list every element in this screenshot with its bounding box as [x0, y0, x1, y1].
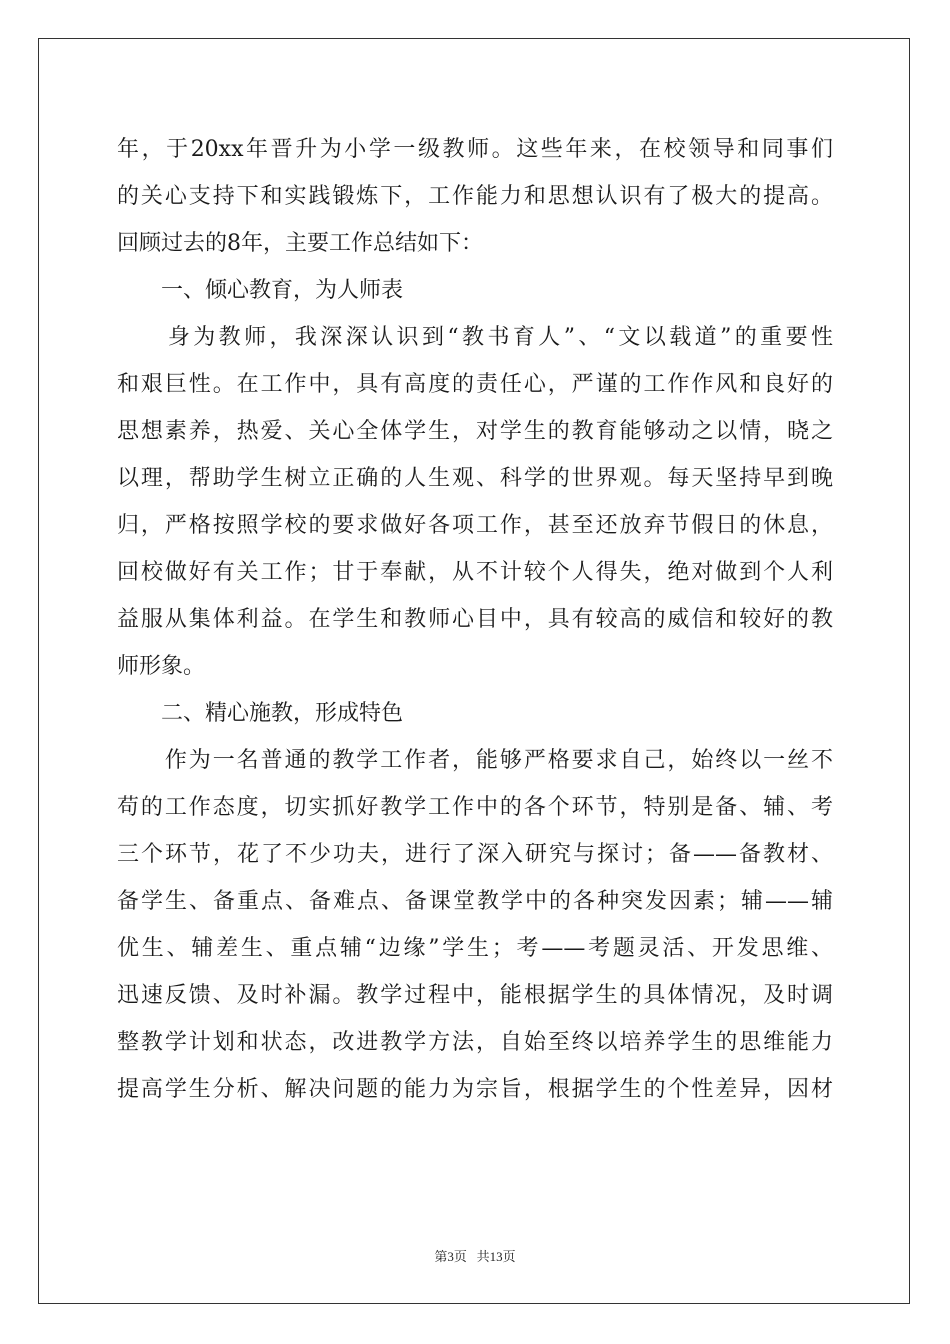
text-line: 归，严格按照学校的要求做好各项工作，甚至还放弃节假日的休息， [117, 513, 833, 538]
text-line: 年，于20xx年晋升为小学一级教师。这些年来，在校领导和同事们 [117, 137, 833, 162]
text-line: 迅速反馈、及时补漏。教学过程中，能根据学生的具体情况，及时调 [117, 983, 833, 1008]
text-line: 和艰巨性。在工作中，具有高度的责任心，严谨的工作作风和良好的 [117, 372, 833, 397]
text-line: 三个环节，花了不少功夫，进行了深入研究与探讨；备——备教材、 [117, 842, 833, 867]
text-line: 以理，帮助学生树立正确的人生观、科学的世界观。每天坚持早到晚 [117, 466, 833, 491]
text-line: 身为教师，我深深认识到“教书育人”、“文以载道”的重要性 [117, 325, 833, 350]
text-line: 二、精心施教，形成特色 [117, 701, 404, 726]
text-line: 的关心支持下和实践锻炼下，工作能力和思想认识有了极大的提高。 [117, 184, 833, 209]
text-line: 苟的工作态度，切实抓好教学工作中的各个环节，特别是备、辅、考 [117, 795, 833, 820]
page-footer: 第3页 共13页 [434, 1249, 516, 1264]
text-line: 一、倾心教育，为人师表 [117, 278, 404, 303]
text-line: 思想素养，热爱、关心全体学生，对学生的教育能够动之以情，晓之 [117, 419, 833, 444]
text-line: 优生、辅差生、重点辅“边缘”学生；考——考题灵活、开发思维、 [117, 936, 833, 961]
text-line: 回顾过去的8年，主要工作总结如下： [117, 231, 483, 256]
text-line: 提高学生分析、解决问题的能力为宗旨，根据学生的个性差异，因材 [117, 1077, 833, 1102]
text-line: 师形象。 [117, 654, 206, 679]
document-body [117, 126, 833, 1113]
text-line: 备学生、备重点、备难点、备课堂教学中的各种突发因素；辅——辅 [117, 889, 833, 914]
text-line: 益服从集体利益。在学生和教师心目中，具有较高的威信和较好的教 [117, 607, 833, 632]
text-line: 作为一名普通的教学工作者，能够严格要求自己，始终以一丝不 [117, 748, 833, 773]
text-line: 整教学计划和状态，改进教学方法，自始至终以培养学生的思维能力 [117, 1030, 833, 1055]
text-line: 回校做好有关工作；甘于奉献，从不计较个人得失，绝对做到个人利 [117, 560, 833, 585]
